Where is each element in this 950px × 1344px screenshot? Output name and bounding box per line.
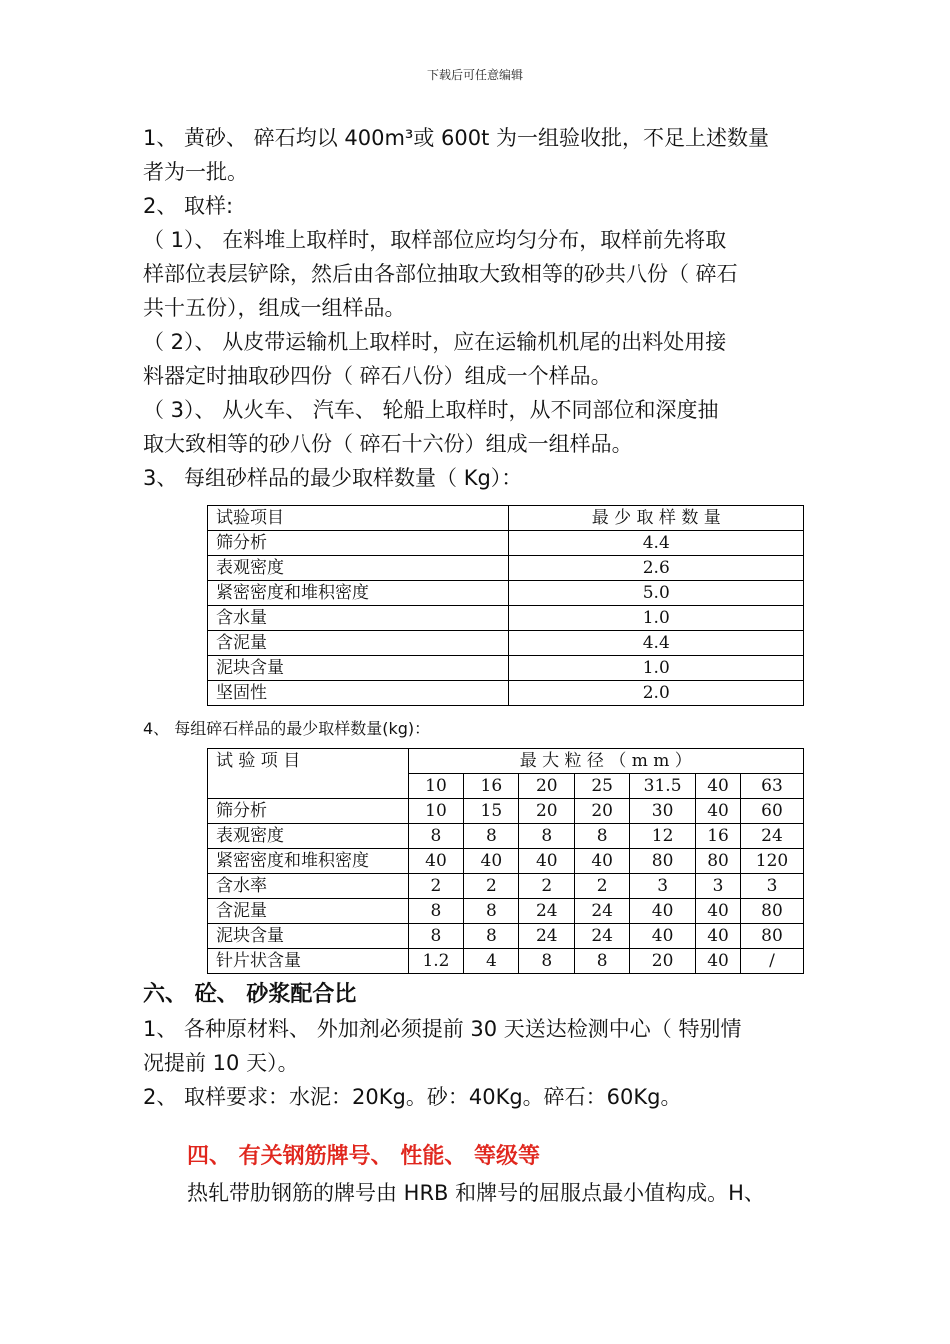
table-cell: 8 [519, 824, 575, 849]
text-line: 1、 黄砂、 碎石均以 400m³或 600t 为一组验收批，不足上述数量 [143, 126, 770, 150]
table-cell: 含泥量 [208, 631, 509, 656]
section-heading-rebar: 四、 有关钢筋牌号、 性能、 等级等 [187, 1144, 540, 1169]
table-cell: 10 [408, 799, 464, 824]
text-line: 者为一批。 [143, 160, 248, 184]
size-header-cell: 16 [464, 774, 519, 799]
table-cell: 2 [408, 874, 464, 899]
table-row [208, 631, 804, 656]
table-cell: 24 [519, 899, 575, 924]
table-cell: / [741, 949, 804, 974]
text-line: 样部位表层铲除，然后由各部位抽取大致相等的砂共八份（ 碎石 [143, 262, 738, 286]
table-cell: 8 [464, 824, 519, 849]
text-line: 况提前 10 天）。 [143, 1051, 299, 1075]
text-line: 2、 取样: [143, 194, 234, 218]
table-cell: 24 [519, 924, 575, 949]
table-cell: 泥块含量 [208, 656, 509, 681]
table-cell: 80 [630, 849, 696, 874]
table-cell: 20 [575, 799, 630, 824]
table-cell: 含泥量 [208, 899, 409, 924]
table-cell: 表观密度 [208, 556, 509, 581]
table-row [208, 899, 804, 924]
text-line: （ 3）、 从火车、 汽车、 轮船上取样时，从不同部位和深度抽 [143, 398, 719, 422]
table-row [208, 606, 804, 631]
table-cell: 8 [408, 924, 464, 949]
table-cell: 8 [519, 949, 575, 974]
table-row [208, 531, 804, 556]
size-header-cell: 40 [696, 774, 741, 799]
table-cell: 2.6 [509, 556, 804, 581]
table-header-row [208, 749, 804, 774]
table-cell: 3 [741, 874, 804, 899]
table-cell: 8 [408, 899, 464, 924]
gravel-table-caption: 4、 每组碎石样品的最少取样数量(kg)： [143, 719, 431, 738]
table-cell: 80 [696, 849, 741, 874]
table-cell: 1.2 [408, 949, 464, 974]
table-cell: 8 [575, 824, 630, 849]
table-cell: 3 [696, 874, 741, 899]
table-cell: 泥块含量 [208, 924, 409, 949]
size-header-cell: 63 [741, 774, 804, 799]
table-header-row [208, 506, 804, 531]
table-cell: 40 [630, 899, 696, 924]
table-cell: 8 [575, 949, 630, 974]
table-cell: 80 [741, 924, 804, 949]
table-cell: 筛分析 [208, 531, 509, 556]
gravel-sample-table [207, 748, 804, 974]
table-cell: 30 [630, 799, 696, 824]
text-line: 3、 每组砂样品的最少取样数量（ Kg）： [143, 466, 523, 490]
table-cell: 40 [630, 924, 696, 949]
table-row [208, 681, 804, 706]
text-line: （ 1）、 在料堆上取样时，取样部位应均匀分布，取样前先将取 [143, 228, 727, 252]
table-cell: 60 [741, 799, 804, 824]
table-cell: 表观密度 [208, 824, 409, 849]
table-cell: 针片状含量 [208, 949, 409, 974]
table-cell: 15 [464, 799, 519, 824]
table-cell: 3 [630, 874, 696, 899]
table-row [208, 581, 804, 606]
table-cell: 筛分析 [208, 799, 409, 824]
table-cell: 40 [464, 849, 519, 874]
table-cell: 40 [519, 849, 575, 874]
table-cell: 2 [575, 874, 630, 899]
table-row [208, 924, 804, 949]
table-cell: 8 [464, 924, 519, 949]
text-line: 2、 取样要求：水泥：20Kg。砂：40Kg。碎石：60Kg。 [143, 1085, 682, 1109]
text-line: 共十五份），组成一组样品。 [143, 296, 406, 320]
table-cell: 24 [575, 899, 630, 924]
table-cell: 40 [408, 849, 464, 874]
text-line: （ 2）、 从皮带运输机上取样时，应在运输机机尾的出料处用接 [143, 330, 727, 354]
sand-sample-table [207, 505, 804, 706]
table-cell: 24 [575, 924, 630, 949]
table-cell: 2.0 [509, 681, 804, 706]
size-header-cell: 20 [519, 774, 575, 799]
size-header-cell: 10 [408, 774, 464, 799]
table-cell: 40 [575, 849, 630, 874]
table-row [208, 556, 804, 581]
section-heading-concrete-mortar: 六、 砼、 砂浆配合比 [143, 982, 357, 1007]
paragraph-rebar-grade: 热轧带肋钢筋的牌号由 HRB 和牌号的屈服点最小值构成。H、 [187, 1181, 765, 1205]
table-cell: 40 [696, 924, 741, 949]
table-cell: 坚固性 [208, 681, 509, 706]
text-line: 取大致相等的砂八份（ 碎石十六份）组成一组样品。 [143, 432, 633, 456]
table-row [208, 874, 804, 899]
table-cell: 20 [630, 949, 696, 974]
paragraph-batch-rule [143, 121, 813, 495]
table-cell: 4 [464, 949, 519, 974]
table-cell: 紧密密度和堆积密度 [208, 581, 509, 606]
table-header-cell: 最 大 粒 径 （ m m ） [408, 749, 804, 774]
table-cell: 4.4 [509, 631, 804, 656]
page-header: 下载后可任意编辑 [426, 68, 523, 82]
table-row [208, 849, 804, 874]
size-header-cell: 31.5 [630, 774, 696, 799]
table-row [208, 799, 804, 824]
table-row [208, 656, 804, 681]
table-cell: 12 [630, 824, 696, 849]
table-cell: 2 [519, 874, 575, 899]
table-row [208, 824, 804, 849]
table-row [208, 949, 804, 974]
text-line: 1、 各种原材料、 外加剂必须提前 30 天送达检测中心（ 特别情 [143, 1017, 742, 1041]
table-cell: 2 [464, 874, 519, 899]
table-cell: 120 [741, 849, 804, 874]
table-cell: 8 [464, 899, 519, 924]
table-cell: 紧密密度和堆积密度 [208, 849, 409, 874]
table-cell: 20 [519, 799, 575, 824]
table-cell: 4.4 [509, 531, 804, 556]
table-cell: 含水率 [208, 874, 409, 899]
paragraph-mix-ratio [143, 1012, 813, 1114]
table-header-cell: 试 验 项 目 [208, 749, 409, 799]
table-cell: 5.0 [509, 581, 804, 606]
text-line: 料器定时抽取砂四份（ 碎石八份）组成一个样品。 [143, 364, 612, 388]
table-cell: 40 [696, 799, 741, 824]
table-cell: 1.0 [509, 656, 804, 681]
table-cell: 80 [741, 899, 804, 924]
table-cell: 16 [696, 824, 741, 849]
table-header-cell: 试验项目 [208, 506, 509, 531]
table-cell: 24 [741, 824, 804, 849]
table-cell: 1.0 [509, 606, 804, 631]
table-cell: 含水量 [208, 606, 509, 631]
table-header-cell: 最 少 取 样 数 量 [509, 506, 804, 531]
table-cell: 40 [696, 899, 741, 924]
table-cell: 40 [696, 949, 741, 974]
size-header-cell: 25 [575, 774, 630, 799]
table-cell: 8 [408, 824, 464, 849]
